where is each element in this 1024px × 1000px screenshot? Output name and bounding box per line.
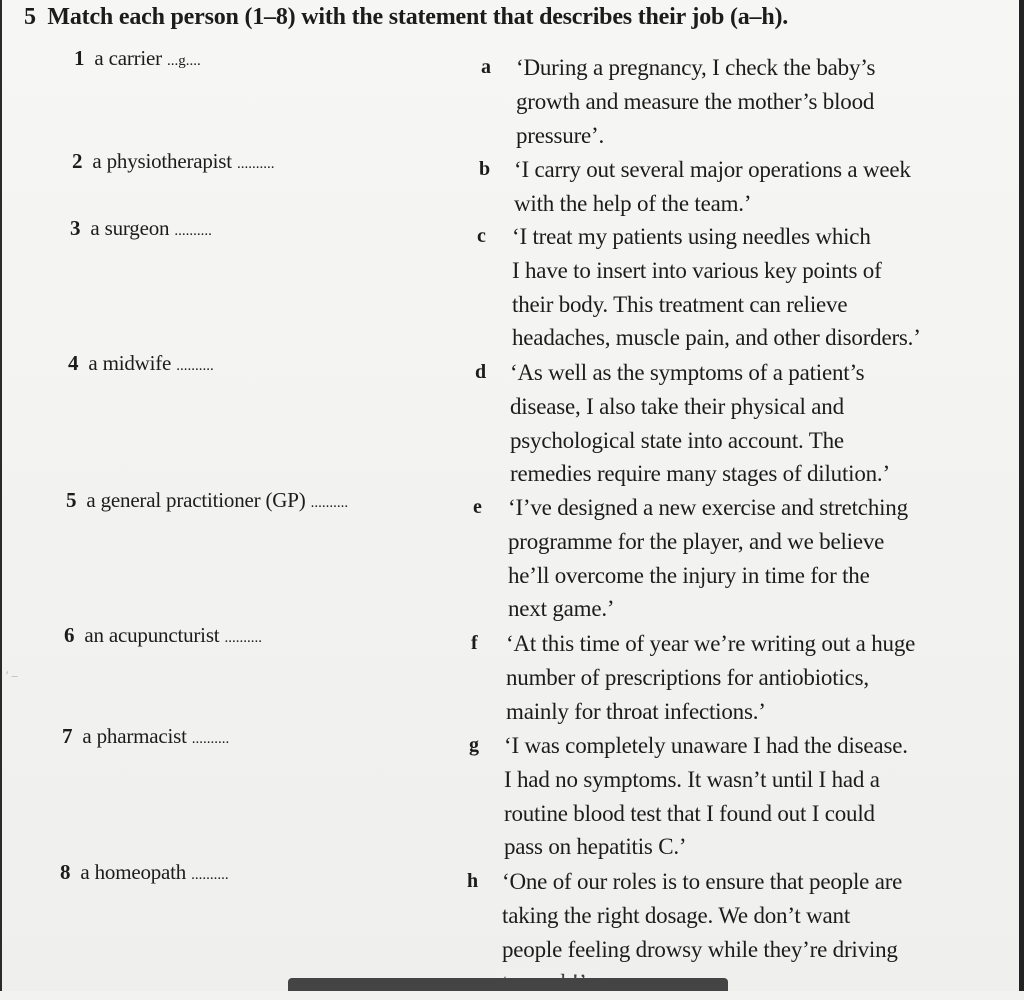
person-name: a surgeon bbox=[90, 216, 170, 240]
person-number: 3 bbox=[70, 216, 81, 240]
statement-line: ‘I was completely unaware I had the disease. bbox=[504, 733, 908, 758]
statement-line: ‘I treat my patients using needles which bbox=[512, 224, 871, 249]
page-left-edge bbox=[0, 0, 2, 991]
person-name: a physiotherapist bbox=[92, 149, 232, 173]
statement-letter: e bbox=[473, 496, 482, 518]
answer-blank[interactable]: ...g.... bbox=[167, 53, 201, 69]
answer-blank[interactable]: .......... bbox=[191, 731, 230, 747]
statement-line: mainly for throat infections.’ bbox=[506, 698, 766, 724]
statement-e bbox=[473, 491, 908, 626]
statement-line: their body. This treatment can relieve bbox=[512, 291, 848, 317]
statement-line: next game.’ bbox=[508, 596, 615, 622]
statement-line: pass on hepatitis C.’ bbox=[504, 834, 687, 860]
exercise-heading bbox=[24, 4, 1014, 31]
person-name: a homeopath bbox=[80, 860, 187, 884]
exercise-number: 5 bbox=[24, 4, 36, 30]
answer-blank[interactable]: .......... bbox=[236, 156, 275, 172]
statement-line: number of prescriptions for antiobiotics, bbox=[506, 664, 869, 690]
statement-line: I had no symptoms. It wasn’t until I had a bbox=[504, 766, 880, 792]
statement-letter: d bbox=[475, 361, 486, 383]
person-item bbox=[62, 724, 229, 749]
person-name: a carrier bbox=[94, 46, 162, 70]
statement-line: I have to insert into various key points of bbox=[512, 257, 882, 283]
person-number: 8 bbox=[60, 860, 71, 884]
person-number: 2 bbox=[72, 149, 83, 173]
statement-line: headaches, muscle pain, and other disorders.’ bbox=[512, 325, 921, 351]
statement-line: ‘At this time of year we’re writing out a huge bbox=[506, 631, 916, 656]
answer-blank[interactable]: .......... bbox=[191, 867, 229, 883]
answer-blank[interactable]: .......... bbox=[310, 495, 349, 511]
answer-blank[interactable]: .......... bbox=[174, 223, 212, 239]
person-number: 5 bbox=[66, 488, 77, 512]
statement-letter: h bbox=[467, 870, 478, 892]
statement-line: ‘I carry out several major operations a week bbox=[514, 157, 911, 182]
statement-line: ‘One of our roles is to ensure that people are bbox=[502, 869, 903, 894]
person-item bbox=[74, 46, 201, 71]
person-item bbox=[70, 216, 212, 241]
page-right-edge bbox=[1019, 0, 1024, 991]
person-number: 4 bbox=[68, 351, 79, 375]
statement-a bbox=[481, 51, 876, 152]
statement-letter: a bbox=[481, 56, 491, 78]
scan-smudge: ′ ‒ bbox=[6, 668, 18, 682]
statement-letter: b bbox=[479, 158, 490, 180]
exercise-instruction: Match each person (1–8) with the statement that describes their job (a–h). bbox=[47, 4, 789, 30]
person-item bbox=[60, 860, 229, 885]
person-item bbox=[64, 623, 262, 648]
horizontal-scrollbar[interactable] bbox=[288, 978, 728, 991]
person-name: an acupuncturist bbox=[84, 623, 220, 647]
statement-line: pressure’. bbox=[516, 122, 605, 148]
answer-blank[interactable]: .......... bbox=[224, 630, 262, 646]
statement-c bbox=[477, 220, 921, 355]
statement-line: ‘I’ve designed a new exercise and stretching bbox=[508, 495, 908, 520]
statement-line: ‘As well as the symptoms of a patient’s bbox=[510, 360, 865, 385]
statement-line: taking the right dosage. We don’t want bbox=[502, 902, 851, 928]
person-name: a midwife bbox=[88, 351, 172, 375]
statement-line: psychological state into account. The bbox=[510, 427, 844, 453]
answer-blank[interactable]: .......... bbox=[176, 358, 214, 374]
person-number: 6 bbox=[64, 623, 75, 647]
person-item bbox=[66, 488, 348, 513]
person-item bbox=[68, 351, 214, 376]
page-fade bbox=[496, 966, 606, 978]
person-name: a general practitioner (GP) bbox=[86, 488, 306, 512]
statement-b bbox=[479, 153, 911, 221]
statement-letter: f bbox=[471, 632, 478, 654]
statement-line: ‘During a pregnancy, I check the baby’s bbox=[516, 55, 876, 80]
statement-g bbox=[469, 729, 908, 864]
statement-line: routine blood test that I found out I could bbox=[504, 800, 875, 826]
person-item bbox=[72, 149, 274, 174]
statement-letter: g bbox=[469, 734, 479, 756]
statement-line: he’ll overcome the injury in time for the bbox=[508, 562, 870, 588]
statement-f bbox=[471, 627, 916, 728]
statement-d bbox=[475, 356, 890, 491]
statement-line: disease, I also take their physical and bbox=[510, 393, 844, 419]
statement-line: growth and measure the mother’s blood bbox=[516, 88, 875, 114]
statement-letter: c bbox=[477, 225, 486, 247]
statement-line: with the help of the team.’ bbox=[514, 190, 752, 216]
person-number: 1 bbox=[74, 46, 85, 70]
statement-line: programme for the player, and we believe bbox=[508, 528, 885, 554]
statement-line: remedies require many stages of dilution.’ bbox=[510, 461, 890, 487]
statement-line: people feeling drowsy while they’re driving bbox=[502, 936, 898, 962]
person-name: a pharmacist bbox=[82, 724, 187, 748]
person-number: 7 bbox=[62, 724, 73, 748]
